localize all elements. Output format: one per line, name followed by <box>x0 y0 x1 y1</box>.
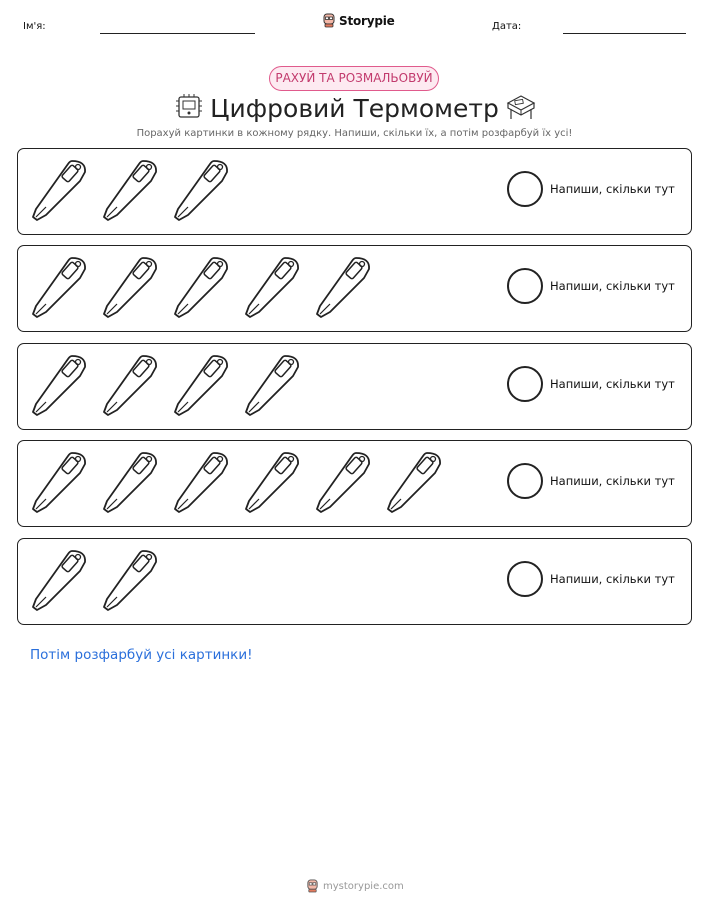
digital-thermometer-icon <box>170 256 232 324</box>
counting-row <box>17 245 692 332</box>
digital-thermometer-icon <box>99 451 161 519</box>
digital-thermometer-icon <box>241 256 303 324</box>
footer-url: mystorypie.com <box>323 880 404 892</box>
digital-thermometer-icon <box>28 256 90 324</box>
name-label: Ім'я: <box>23 21 46 32</box>
answer-prompt: Напиши, скільки тут <box>550 377 675 391</box>
instructions: Порахуй картинки в кожному рядку. Напиши, скільки їх, а потім розфарбуй їх усі! <box>136 128 573 139</box>
answer-circle[interactable] <box>507 463 543 499</box>
answer-circle[interactable] <box>507 366 543 402</box>
digital-thermometer-icon <box>170 159 232 227</box>
answer-prompt: Напиши, скільки тут <box>550 474 675 488</box>
page-title: Цифровий Термометр <box>210 94 499 123</box>
counting-row <box>17 440 692 527</box>
answer-prompt: Напиши, скільки тут <box>550 182 675 196</box>
digital-thermometer-icon <box>99 354 161 422</box>
answer-circle[interactable] <box>507 561 543 597</box>
storypie-mascot-icon <box>306 879 319 893</box>
storypie-logo <box>322 13 395 28</box>
answer-prompt: Напиши, скільки тут <box>550 572 675 586</box>
digital-thermometer-icon <box>28 159 90 227</box>
digital-thermometer-icon <box>28 549 90 617</box>
digital-thermometer-icon <box>383 451 445 519</box>
answer-circle[interactable] <box>507 171 543 207</box>
digital-thermometer-icon <box>312 451 374 519</box>
digital-thermometer-icon <box>99 256 161 324</box>
digital-thermometer-icon <box>99 549 161 617</box>
answer-circle[interactable] <box>507 268 543 304</box>
answer-prompt: Напиши, скільки тут <box>550 279 675 293</box>
activity-badge: РАХУЙ ТА РОЗМАЛЬОВУЙ <box>269 66 439 91</box>
date-label: Дата: <box>492 21 522 32</box>
digital-thermometer-icon <box>28 354 90 422</box>
digital-thermometer-icon <box>170 354 232 422</box>
digital-thermometer-icon <box>28 451 90 519</box>
counting-row <box>17 343 692 430</box>
thermometer-stand-icon <box>505 93 537 121</box>
digital-thermometer-icon <box>241 451 303 519</box>
counting-row <box>17 148 692 235</box>
name-line <box>100 33 255 34</box>
coloring-instruction: Потім розфарбуй усі картинки! <box>30 647 253 663</box>
date-line <box>563 33 686 34</box>
counting-row <box>17 538 692 625</box>
digital-thermometer-icon <box>99 159 161 227</box>
digital-thermometer-icon <box>312 256 374 324</box>
brand-name: Storypie <box>339 13 395 28</box>
digital-thermometer-icon <box>241 354 303 422</box>
digital-thermometer-icon <box>170 451 232 519</box>
footer <box>306 879 404 893</box>
storypie-mascot-icon <box>322 13 336 28</box>
